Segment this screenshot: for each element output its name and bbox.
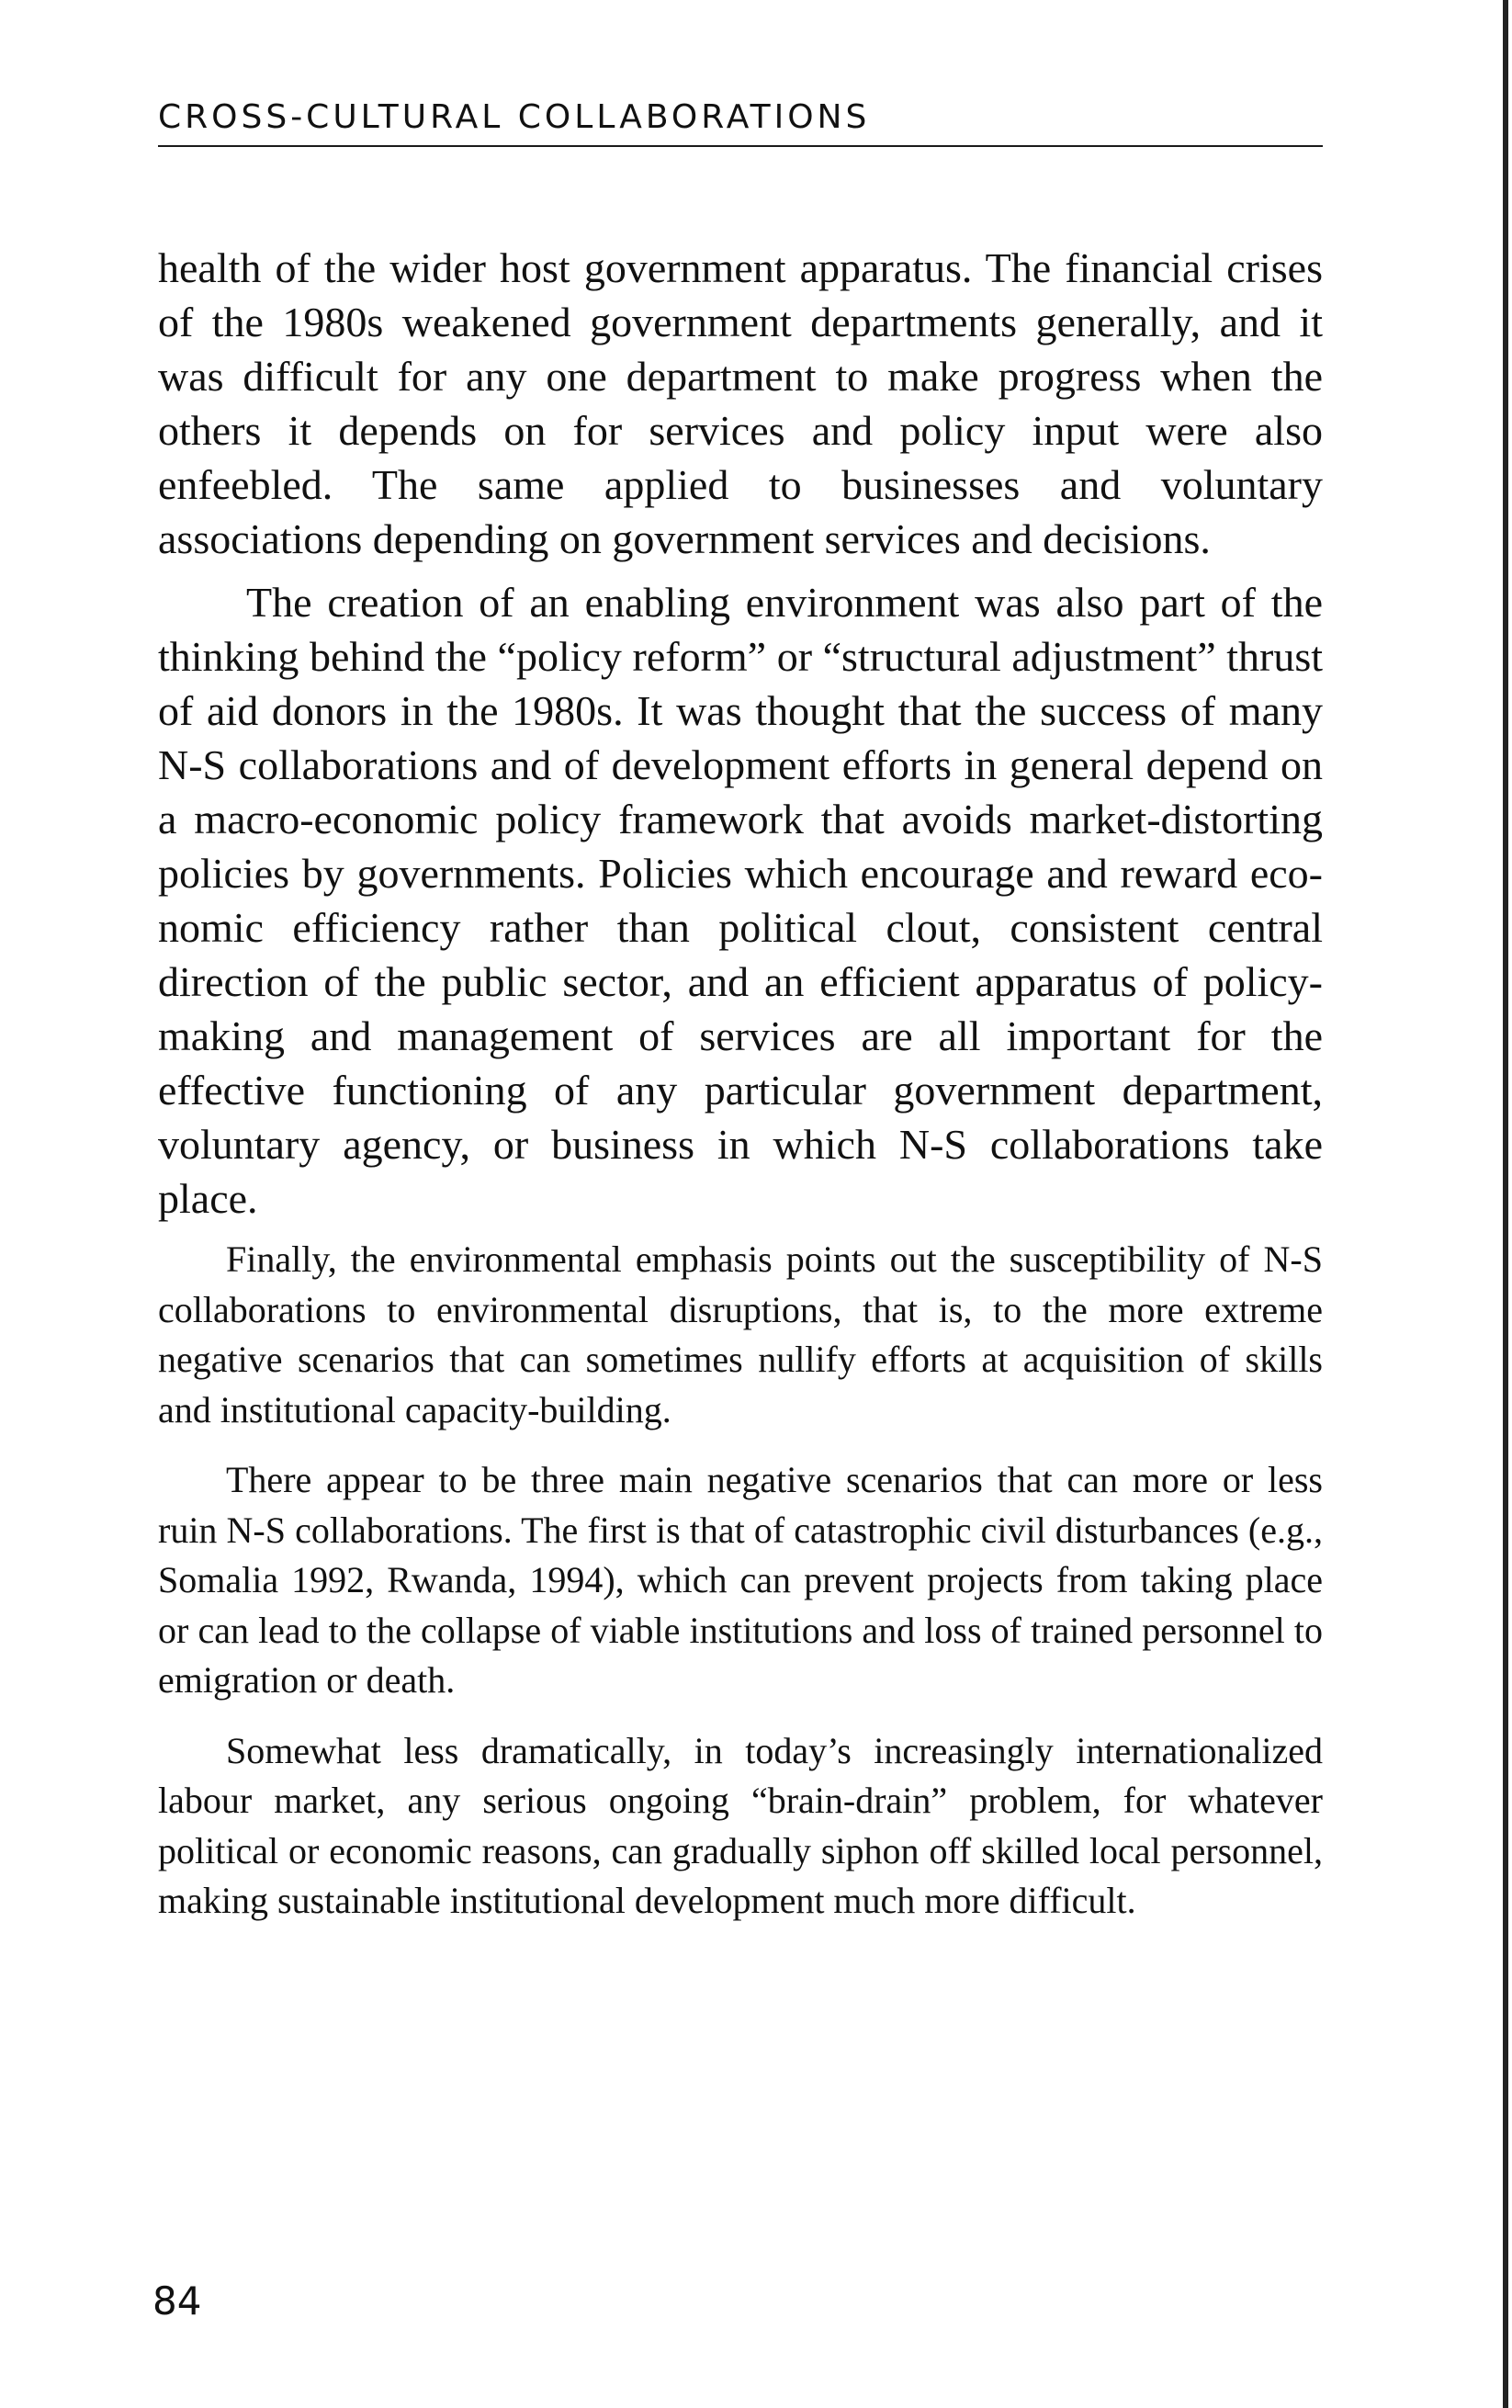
page-number: 84: [152, 2278, 202, 2323]
paragraph-2: The creation of an enabling environment was also part of the thinking behind the “policy reform” or “structural adjustment” thrust of aid donors in the 1980s. It was thought that the success of many N-S collaborations and of development efforts in general depend on a macro-economic policy framework that avoids market-distorting policies by governments. Policies which encourage and reward economic efficiency rather than political clout, consistent central direction of the public sector, and an efficient apparatus of policy-making and management of services are all important for the effective functioning of any particular government department, voluntary agency, or business in which N-S collaborations take place.: [158, 579, 1323, 1222]
page-edge-shadow: [1503, 0, 1508, 2408]
body-text: [158, 241, 1323, 1947]
paragraph-1: health of the wider host government apparatus. The financial crises of the 1980s weakened government departments generally, and it was difficult for any one department to make progress when the others it depends on for services and policy input were also enfeebled. The same applied to businesses and voluntary associations depending on government services and decisions.: [158, 244, 1323, 562]
running-head: CROSS-CULTURAL COLLABORATIONS: [158, 97, 1323, 147]
paragraph-5: Somewhat less dramatically, in today’s increasingly internationalized labour market, any serious ongoing “brain-drain” problem, for whatever political or economic reasons, can gradually siphon off skilled local personnel, making sustainable institutional development much more difficult.: [158, 1729, 1323, 1921]
paragraph-4: There appear to be three main negative scenarios that can more or less ruin N-S collaborations. The first is that of catastrophic civil disturbances (e.g., Somalia 1992, Rwanda, 1994), which can prevent projects from taking place or can lead to the collapse of viable institutions and loss of trained personnel to emigration or death.: [158, 1459, 1323, 1701]
paragraph-3: Finally, the environmental emphasis points out the susceptibility of N-S collaborations to environmental disruptions, that is, to the more extreme negative scenarios that can sometimes nullify efforts at acquisition of skills and institutional capacity-building.: [158, 1238, 1323, 1430]
